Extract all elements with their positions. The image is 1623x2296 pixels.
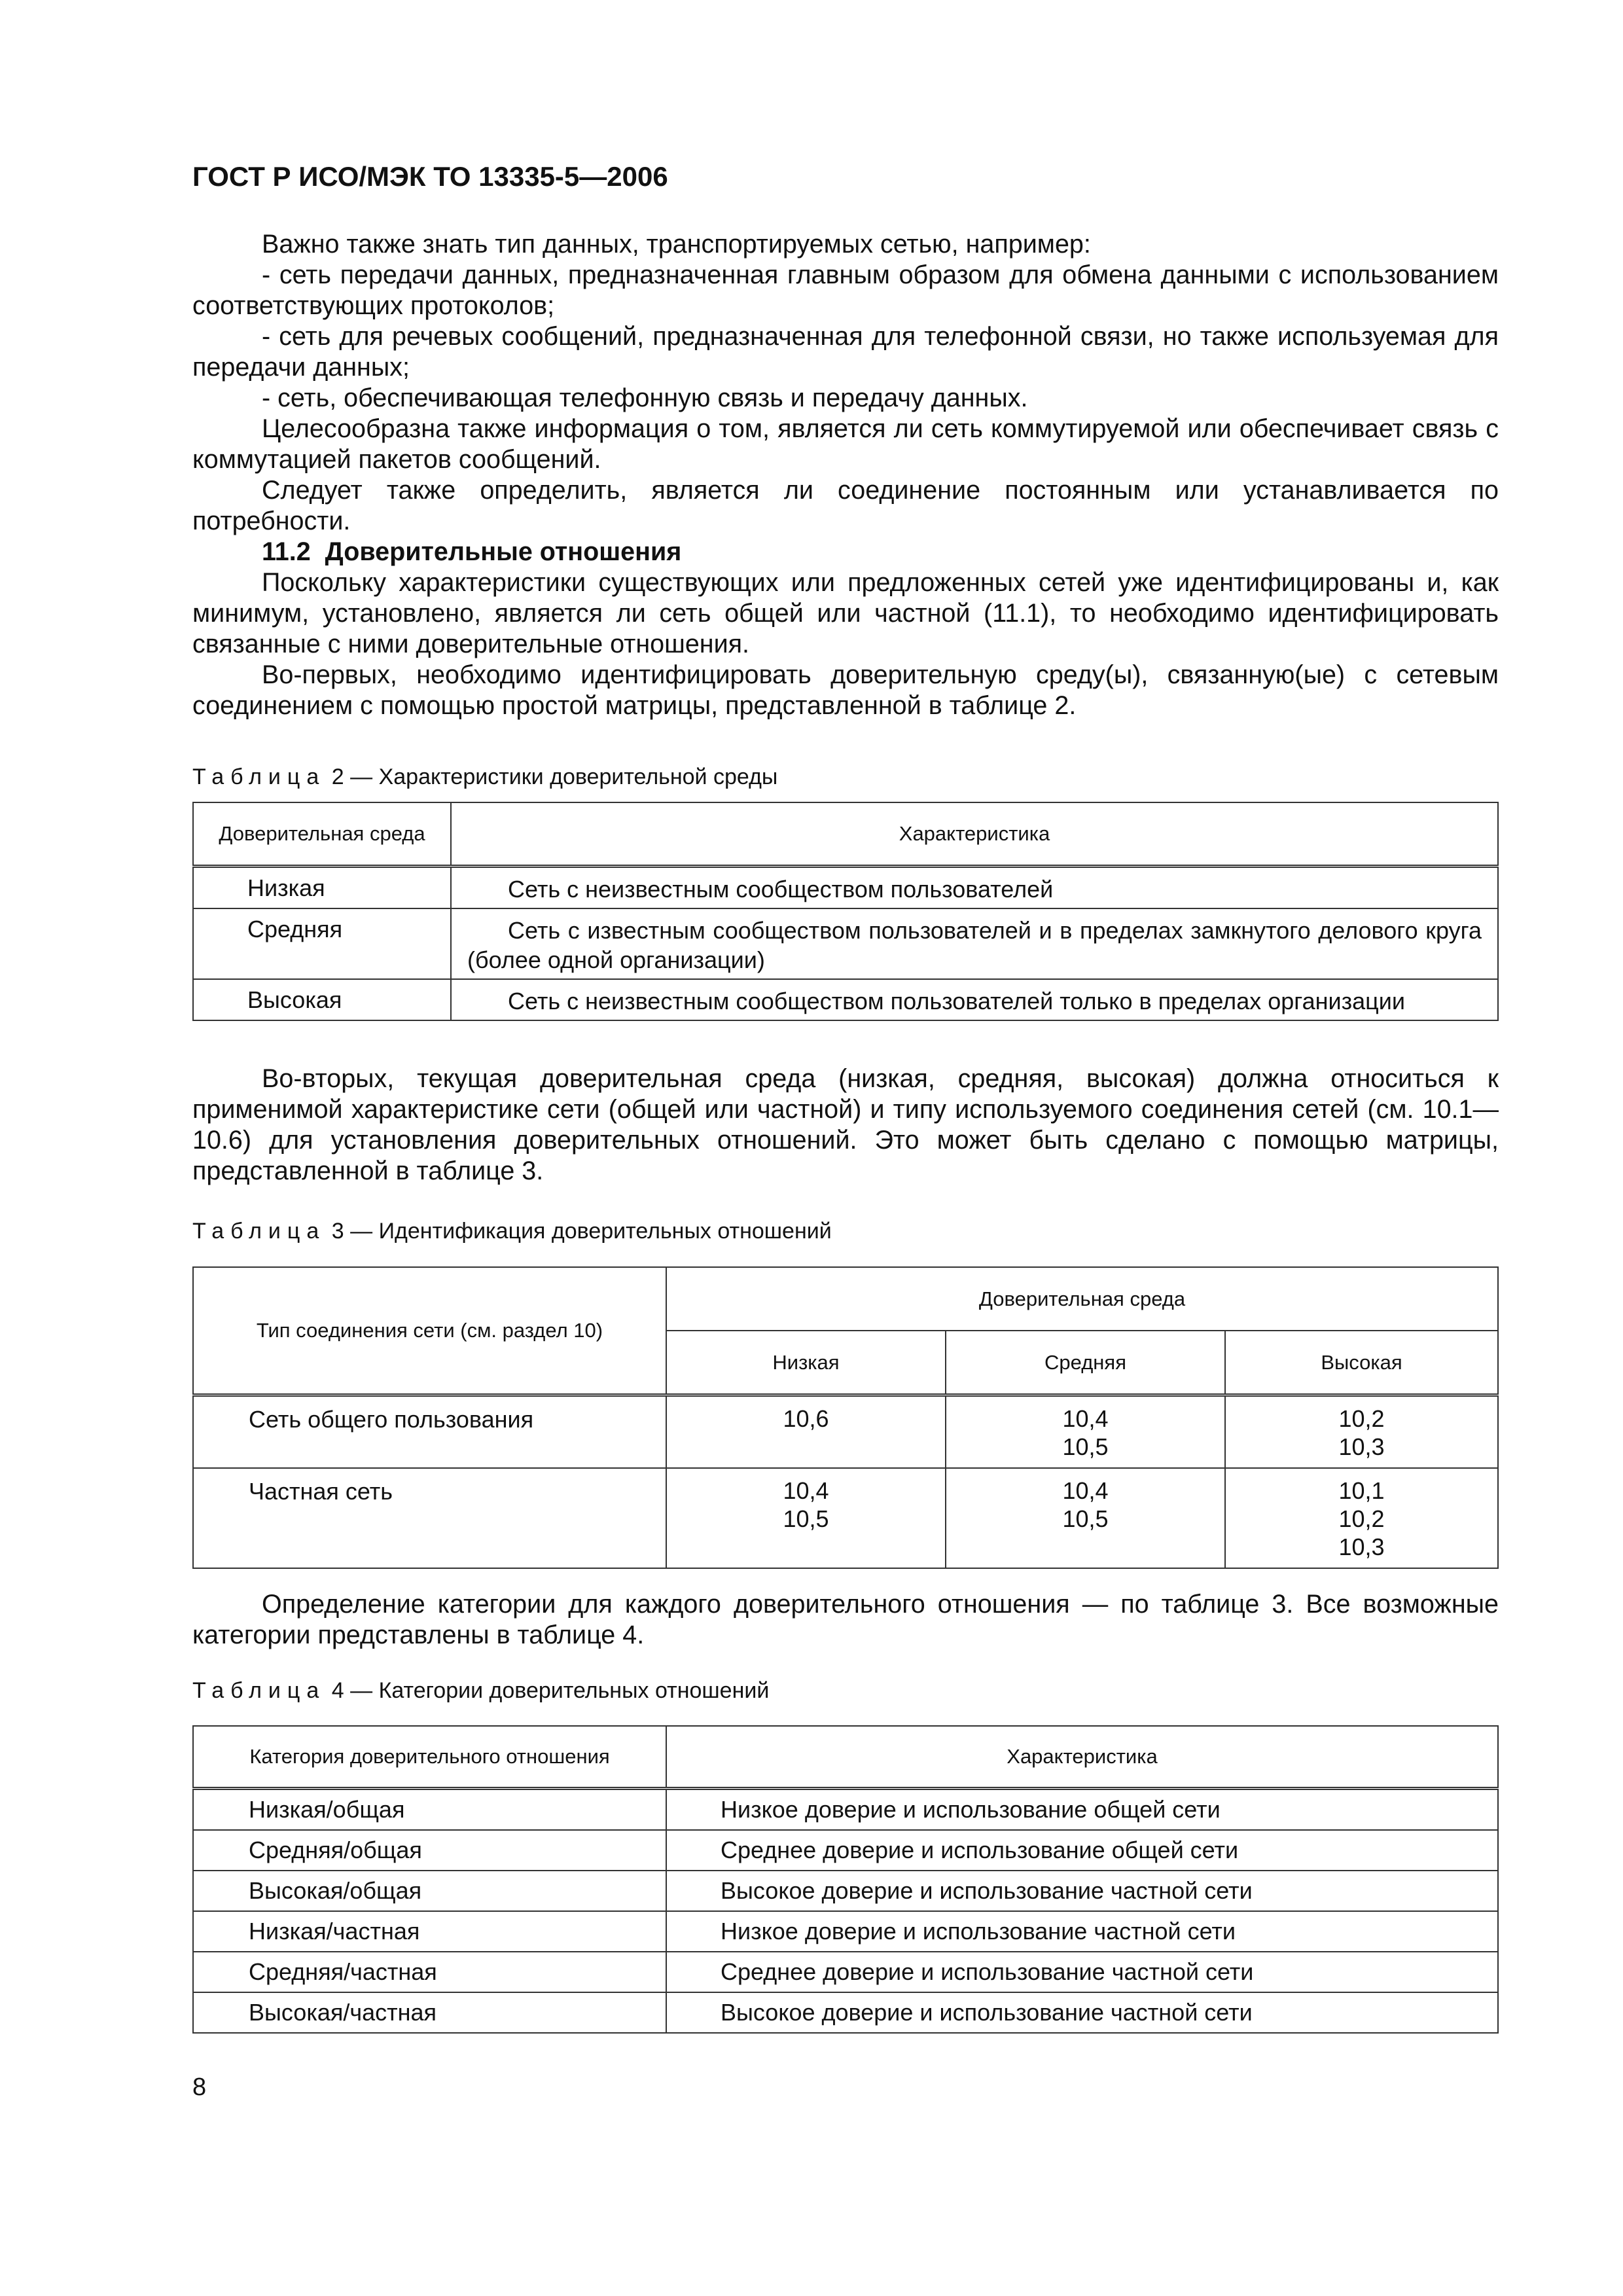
clause-ref: 10,1 <box>1338 1477 1385 1504</box>
table4-category-cell: Средняя/частная <box>193 1952 666 1992</box>
table4-characteristic-cell: Высокое доверие и использование частной сети <box>666 1871 1498 1911</box>
clause-ref: 10,4 <box>1062 1405 1109 1432</box>
table3-caption-text: 3 — Идентификация доверительных отношений <box>331 1219 832 1244</box>
table2-level-cell: Низкая <box>193 867 451 909</box>
table3-cell-medium <box>946 1395 1225 1469</box>
table4-caption <box>192 1678 769 1704</box>
table4-category-cell: Высокая/общая <box>193 1871 666 1911</box>
table3-cell-low <box>666 1395 946 1469</box>
clause-ref: 10,3 <box>1338 1433 1385 1460</box>
clause-ref: 10,5 <box>1062 1433 1109 1460</box>
list-item: - сеть, обеспечивающая телефонную связь и передачу данных. <box>262 384 1028 412</box>
paragraph: Во-первых, необходимо идентифицировать доверительную среду(ы), связанную(ые) с сетевым соединением с помощью простой матрицы, представленной в таблице 2. <box>192 660 1499 720</box>
clause-ref: 10,4 <box>1062 1477 1109 1504</box>
paragraph: Поскольку характеристики существующих или предложенных сетей уже идентифицированы и, как минимум, установлено, является ли сеть общей или частной (11.1), то необходимо идентифицировать связанные с ними доверительные отношения. <box>192 568 1499 658</box>
table4-header-category: Категория доверительного отношения <box>193 1726 666 1789</box>
paragraph: Во-вторых, текущая доверительная среда (низкая, средняя, высокая) должна относиться к применимой характеристике сети (общей или частной) и типу используемого соединения сетей (см. 10.1—10.6) для установления доверительных отношений. Это может быть сделано с помощью матрицы, представленной в таблице 3. <box>192 1064 1499 1185</box>
section-title: Доверительные отношения <box>325 537 682 566</box>
table2-desc-cell: Сеть с неизвестным сообществом пользователей <box>451 867 1498 909</box>
table3-cell-high <box>1225 1468 1498 1568</box>
clause-ref: 10,2 <box>1338 1405 1385 1432</box>
table4-header-characteristic: Характеристика <box>666 1726 1498 1789</box>
document-header: ГОСТ Р ИСО/МЭК ТО 13335-5—2006 <box>192 161 668 192</box>
table-row <box>193 1395 1498 1469</box>
table2-desc-cell: Сеть с известным сообществом пользователей и в пределах замкнутого делового круга (более одной организации) <box>451 908 1498 979</box>
clause-ref: 10,5 <box>783 1505 829 1532</box>
section-number: 11.2 <box>262 537 311 566</box>
table3-header-trust-environment: Доверительная среда <box>666 1267 1498 1331</box>
table4-category-cell: Низкая/общая <box>193 1789 666 1831</box>
table-row <box>193 1468 1498 1568</box>
table3-cell-medium <box>946 1468 1225 1568</box>
paragraph: Важно также знать тип данных, транспортируемых сетью, например: <box>262 230 1091 259</box>
table4-characteristic-cell: Низкое доверие и использование общей сети <box>666 1789 1498 1831</box>
table2-level-cell: Средняя <box>193 908 451 979</box>
table-row <box>193 1911 1498 1952</box>
list-item: - сеть передачи данных, предназначенная главным образом для обмена данными с использованием соответствующих протоколов; <box>192 260 1499 320</box>
table2-header-characteristic: Характеристика <box>451 802 1498 867</box>
body-text-top <box>192 229 1499 721</box>
table3-subheader-medium: Средняя <box>946 1331 1225 1395</box>
body-text-after-table3 <box>192 1589 1499 1651</box>
clause-ref: 10,4 <box>783 1477 829 1504</box>
table2-level-cell: Высокая <box>193 979 451 1020</box>
table3-cell-high <box>1225 1395 1498 1469</box>
table4-caption-text: 4 — Категории доверительных отношений <box>331 1678 770 1703</box>
body-text-after-table2 <box>192 1064 1499 1187</box>
table4 <box>192 1725 1499 2034</box>
table3-subheader-high: Высокая <box>1225 1331 1498 1395</box>
table4-category-cell: Средняя/общая <box>193 1830 666 1871</box>
table3-header-connection-type: Тип соединения сети (см. раздел 10) <box>193 1267 666 1395</box>
clause-ref: 10,6 <box>783 1405 829 1432</box>
table-row <box>193 1871 1498 1911</box>
table3-caption-word: Таблица <box>192 1219 326 1244</box>
table2-caption-text: 2 — Характеристики доверительной среды <box>331 764 778 789</box>
table4-category-cell: Низкая/частная <box>193 1911 666 1952</box>
table3-row-label: Частная сеть <box>193 1468 666 1568</box>
table2-desc-cell: Сеть с неизвестным сообществом пользователей только в пределах организации <box>451 979 1498 1020</box>
table4-characteristic-cell: Среднее доверие и использование общей сети <box>666 1830 1498 1871</box>
table-row <box>193 867 1498 909</box>
table3-caption <box>192 1219 832 1244</box>
table4-characteristic-cell: Высокое доверие и использование частной сети <box>666 1992 1498 2033</box>
table3-cell-low <box>666 1468 946 1568</box>
table2-caption-word: Таблица <box>192 764 326 789</box>
table2-caption <box>192 764 777 790</box>
table2-header-level: Доверительная среда <box>193 802 451 867</box>
clause-ref: 10,3 <box>1338 1534 1385 1560</box>
paragraph: Целесообразна также информация о том, является ли сеть коммутируемой или обеспечивает связь с коммутацией пакетов сообщений. <box>192 414 1499 474</box>
section-heading <box>192 537 1499 567</box>
list-item: - сеть для речевых сообщений, предназначенная для телефонной связи, но также используемая для передачи данных; <box>192 322 1499 382</box>
page-number: 8 <box>192 2073 207 2101</box>
table-row <box>193 1830 1498 1871</box>
table-row <box>193 1789 1498 1831</box>
paragraph: Следует также определить, является ли соединение постоянным или устанавливается по потребности. <box>192 476 1499 535</box>
table3-row-label: Сеть общего пользования <box>193 1395 666 1469</box>
table2 <box>192 802 1499 1021</box>
table-row <box>193 979 1498 1020</box>
table4-characteristic-cell: Среднее доверие и использование частной сети <box>666 1952 1498 1992</box>
table3 <box>192 1266 1499 1569</box>
table4-characteristic-cell: Низкое доверие и использование частной сети <box>666 1911 1498 1952</box>
clause-ref: 10,2 <box>1338 1505 1385 1532</box>
table-row <box>193 1992 1498 2033</box>
paragraph: Определение категории для каждого доверительного отношения — по таблице 3. Все возможные категории представлены в таблице 4. <box>192 1590 1499 1649</box>
table3-subheader-low: Низкая <box>666 1331 946 1395</box>
table4-caption-word: Таблица <box>192 1678 326 1703</box>
table-row <box>193 1952 1498 1992</box>
clause-ref: 10,5 <box>1062 1505 1109 1532</box>
table-row <box>193 908 1498 979</box>
table4-category-cell: Высокая/частная <box>193 1992 666 2033</box>
